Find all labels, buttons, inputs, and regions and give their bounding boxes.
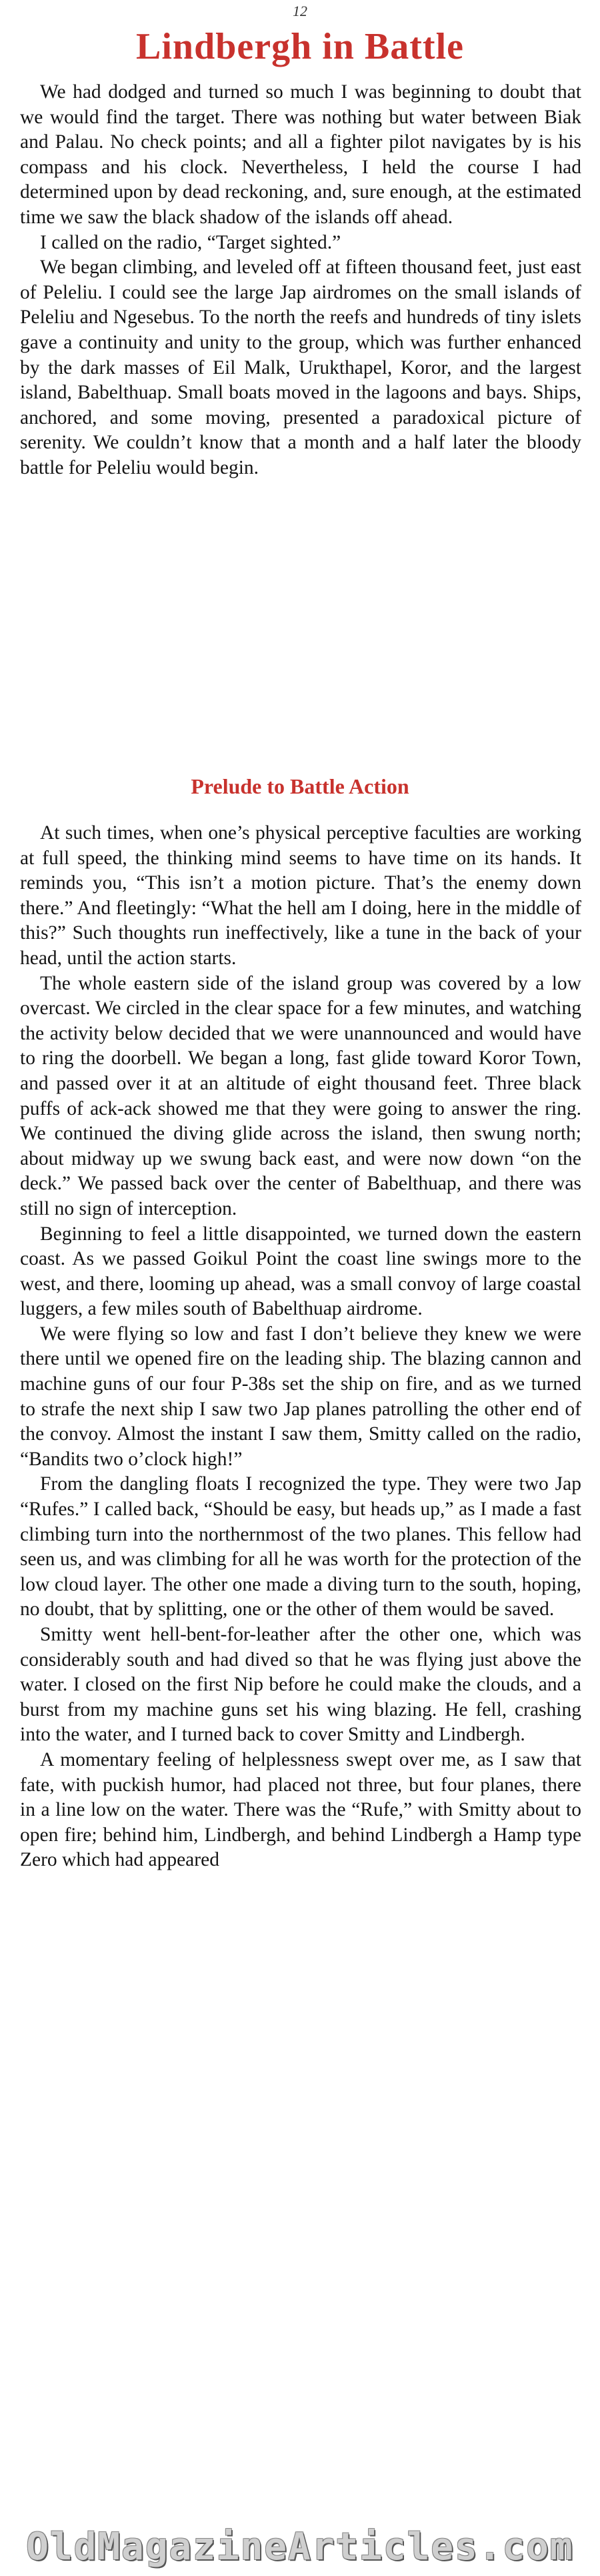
article-body-part-2: [20, 821, 581, 1873]
paragraph: We had dodged and turned so much I was beginning to doubt that we would find the target. There was nothing but water between Biak and Palau. No check points; and all a fighter pilot navigates by is his compass and his clock. Nevertheless, I held the course I had determined upon by dead reckoning, and, sure enough, at the estimated time we saw the black shadow of the islands off ahead.: [20, 81, 581, 228]
paragraph: At such times, when one’s physical perceptive faculties are working at full speed, the thinking mind seems to have time on its hands. It reminds you, “This isn’t a motion picture. That’s the enemy down there.” And fleetingly: “What the hell am I doing, here in the middle of this?” Such thoughts run ineffectively, like a tune in the back of your head, until the action starts.: [20, 822, 581, 969]
paragraph: Smitty went hell-bent-for-leather after the other one, which was considerably south and had dived so that he was flying just above the water. I closed on the first Nip before he could make the clouds, and a burst from my machine guns set his wing blazing. He fell, crashing into the water, and I turned back to cover Smitty and Lindbergh.: [20, 1624, 581, 1746]
paragraph: We began climbing, and leveled off at fifteen thousand feet, just east of Peleliu. I could see the large Jap airdromes on the small islands of Peleliu and Ngesebus. To the north the reefs and hundreds of tiny islets gave a continuity and unity to the group, which was further enhanced by the dark masses of Eil Malk, Urukthapel, Koror, and the largest island, Babelthuap. Small boats moved in the lagoons and bays. Ships, anchored, and some moving, presented a paradoxical picture of serenity. We couldn’t know that a month and a half later the bloody battle for Peleliu would begin.: [20, 257, 581, 478]
paragraph: A momentary feeling of helplessness swept over me, as I saw that fate, with puckish humor, had placed not three, but four planes, there in a line low on the water. There was the “Rufe,” with Smitty about to open fire; behind him, Lindbergh, and behind Lindbergh a Hamp type Zero which had appeared: [20, 1748, 581, 1871]
paragraph: From the dangling floats I recognized the type. They were two Jap “Rufes.” I called back, “Should be easy, but heads up,” as I made a fast climbing turn into the northernmost of the two planes. This fellow had seen us, and was climbing for all he was worth for the protection of the low cloud layer. The other one made a diving turn to the south, hoping, no doubt, that by splitting, one or the other of them would be saved.: [20, 1473, 581, 1620]
paragraph: The whole eastern side of the island group was covered by a low overcast. We circled in the clear space for a few minutes, and watching the activity below decided that we were unannounced and would have to ring the doorbell. We began a long, fast glide toward Koror Town, and passed over it at an altitude of eight thousand feet. Three black puffs of ack-ack showed me that they were going to answer the ring. We continued the diving glide across the island, then swung north; about midway up we swung back east, and were now down “on the deck.” We passed back over the center of Babelthuap, and there was still no sign of interception.: [20, 972, 581, 1219]
paragraph: I called on the radio, “Target sighted.”: [40, 231, 341, 253]
site-logo: OldMagazineArticles.com: [26, 2525, 574, 2569]
article-title: Lindbergh in Battle: [136, 26, 464, 67]
paragraph: We were flying so low and fast I don’t believe they knew we were there until we opened fire on the leading ship. The blazing cannon and machine guns of our four P-38s set the ship on fire, and as we turned to strafe the next ship I saw two Jap planes patrolling the other end of the convoy. Almost the instant I saw them, Smitty called on the radio, “Bandits two o’clock high!”: [20, 1323, 581, 1470]
paragraph: Beginning to feel a little disappointed, we turned down the eastern coast. As we passed Goikul Point the coast line swings more to the west, and there, looming up ahead, was a small convoy of large coastal luggers, a few miles south of Babelthuap airdrome.: [20, 1223, 581, 1320]
article-body-part-1: [20, 80, 581, 481]
page-number: 12: [293, 3, 307, 19]
section-subheading: Prelude to Battle Action: [191, 774, 409, 798]
footer-watermark: [0, 2517, 600, 2576]
